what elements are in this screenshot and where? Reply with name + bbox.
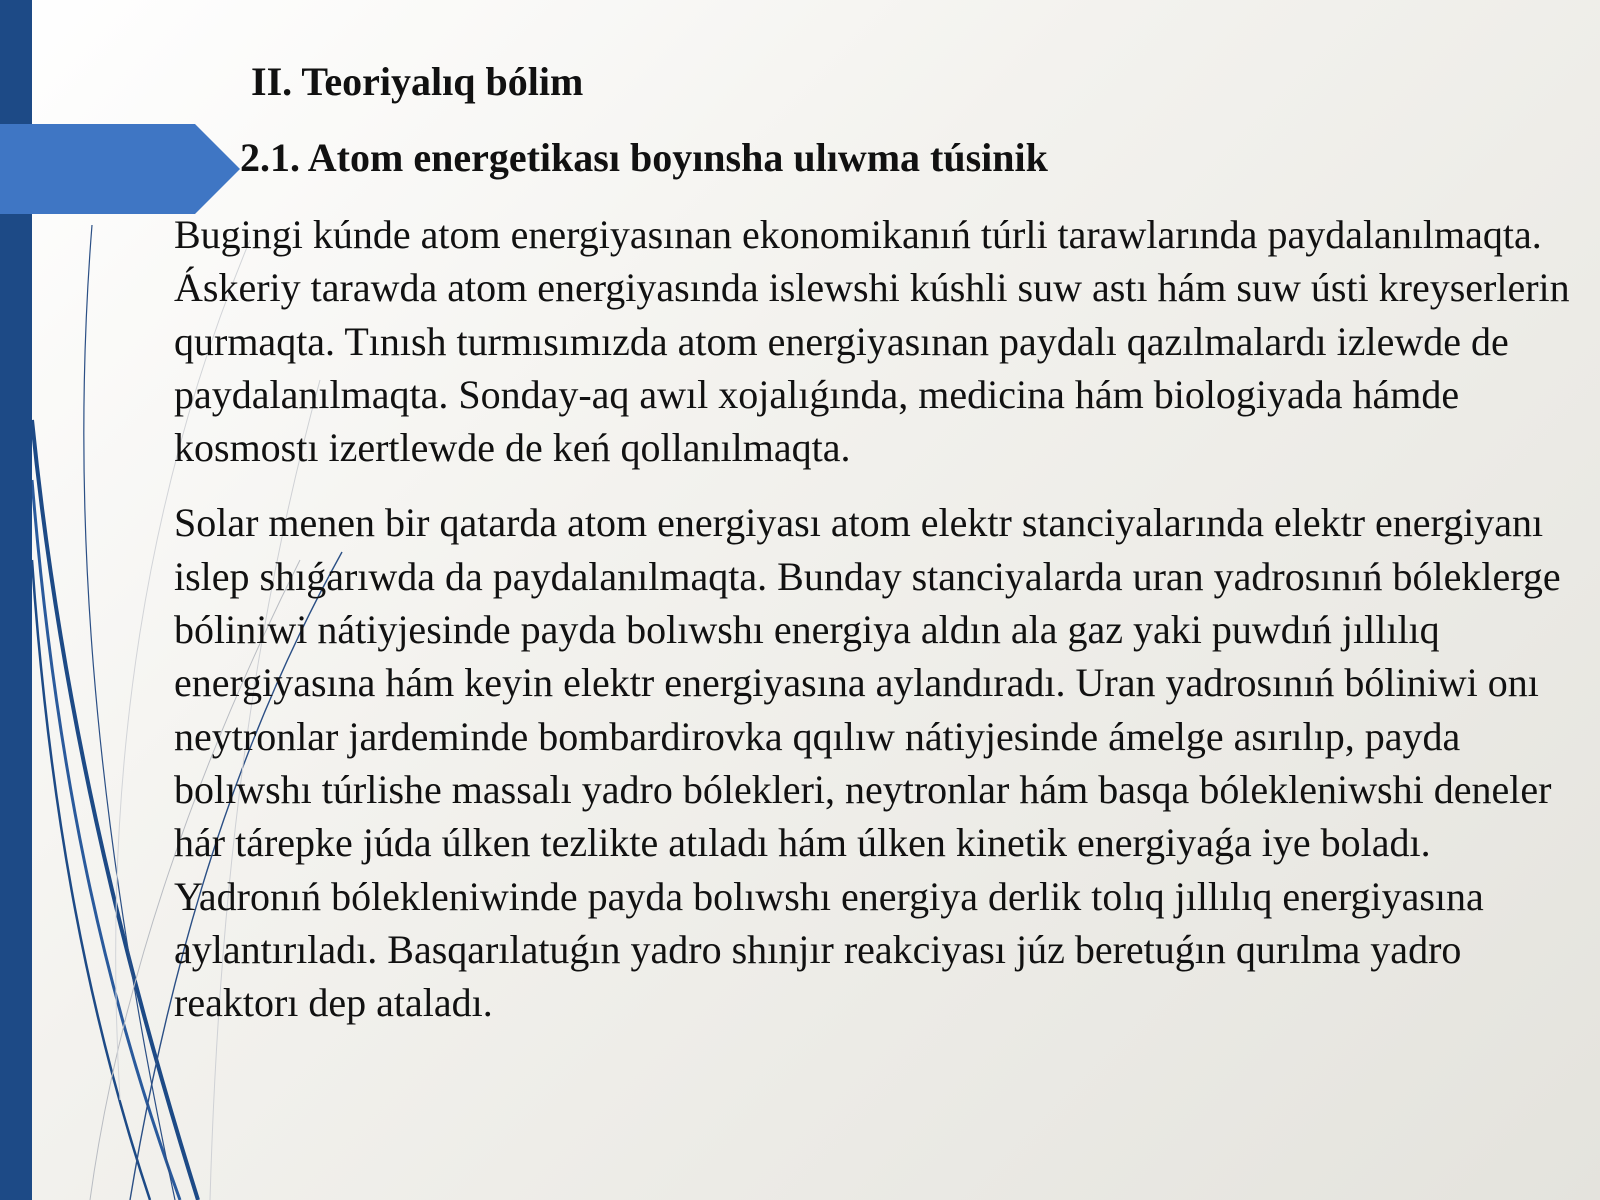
body-text (174, 208, 1584, 1029)
heading-arrow-banner (0, 124, 240, 214)
subsection-heading: 2.1. Atom energetikası boyınsha ulıwma túsinik (240, 135, 1048, 180)
paragraph-2: Solar menen bir qatarda atom energiyası atom elektr stanciyalarında elektr energiyanı islep shıǵarıwda da paydalanılmaqta. Bunday stanciyalarda uran yadrosınıń bóleklerge bóliniwi nátiyjesinde payda bolıwshı energiya aldın ala gaz yaki puwdıń jıllılıq energiyasına hám keyin elektr energiyasına aylandıradı. Uran yadrosınıń bóliniwi onı neytronlar jardeminde bombardirovka qqılıw nátiyjesinde ámelge asırılıp, payda bolıwshı túrlishe massalı yadro bólekleri, neytronlar hám basqa bólekleniwshi deneler hár tárepke júda úlken tezlikte atıladı hám úlken kinetik energiyaǵa iye boladı. Yadronıń bólekleniwinde payda bolıwshı energiya derlik tolıq jıllılıq energiyasına aylantırıladı. Basqarılatuǵın yadro shınjır reakciyası júz beretuǵın qurılma yadro reaktorı dep ataladı. (174, 500, 1561, 1026)
section-heading: II. Teoriyalıq bólim (251, 59, 584, 104)
paragraph-1: Bugingi kúnde atom energiyasınan ekonomikanıń túrli tarawlarında paydalanılmaqta. Áskeriy tarawda atom energiyasında islewshi kúshli suw astı hám suw ústi kreyserlerin qurmaqta. Tınısh turmısımızda atom energiyasınan paydalı qazılmalardı izlewde de paydalanılmaqta. Sonday-aq awıl xojalıǵında, medicina hám biologiyada hámde kosmostı izertlewde de keń qollanılmaqta. (174, 212, 1570, 471)
